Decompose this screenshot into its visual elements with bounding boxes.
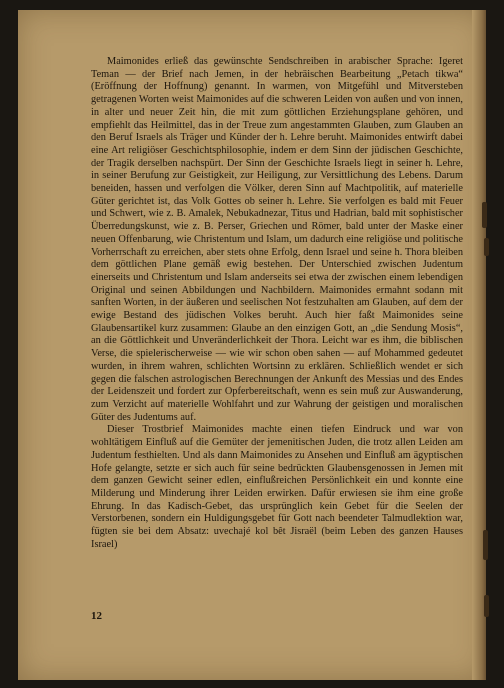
body-text [91,56,463,551]
binding-mark [484,238,489,256]
binding-mark [484,595,489,617]
page-gutter [472,10,486,680]
page-number: 12 [91,610,102,622]
binding-mark [483,530,488,560]
binding-mark [482,202,487,228]
book-page [18,10,486,680]
paragraph: Dieser Trostbrief Maimonides machte einen tiefen Eindruck und war von wohltätigem Einfluß auf die Gemüter der jemenitischen Juden, die trotz allen Leiden am Judentum festhielten. Und als dann Maimonides zu Ansehen und Einfluß am ägyptischen Hofe gelangte, setzte er sich auch für seine bedrückten Glaubensgenossen in Jemen mit dem ganzen Gewicht seiner edlen, einflußreichen Persönlichkeit ein und konnte eine Milderung und Minderung ihrer Leiden erwirken. Dafür erwiesen sie ihm eine große Ehrung. In das Kadisch-Gebet, das ursprünglich kein Gebet für die Seelen der Verstorbenen, sondern ein Huldigungsgebet für Gott nach beendeter Talmudlektion war, fügten sie bei dem Absatz: uvechajé kol bêt Jisraël (beim Leben des ganzen Hauses Israel) [91,424,463,550]
paragraph: Maimonides erließ das gewünschte Sendschreiben in arabischer Sprache: Igeret Teman — der Brief nach Jemen, in der hebräischen Bearbeitung „Petach tikwa“ (Eröffnung der Hoffnung) genannt. In warmen, von Mitgefühl und Mitversteben getragenen Worten weist Maimonides auf die schweren Leiden von außen und von innen, in alter und neuer Zeit hin, die mit zum göttlichen Erziehungsplane gehören, und empfiehlt das Heilmittel, das in der Treue zum angestammten Glauben, zum Glauben an den Beruf Israels als Träger und Künder der h. Lehre beruht. Maimonides entwirft dabei eine Art religiöser Geschichtsphilosophie, indem er dem Sinn der jüdischen Geschichte, der Tragik derselben nachspürt. Der Sinn der Geschichte Israels liegt in seiner h. Lehre, in seiner Berufung zur Geistigkeit, zur Heiligung, zur Versittlichung des Lebens. Darum beneiden, hassen und verfolgen die Völker, deren Sinn auf Machtpolitik, auf materielle Güter gerichtet ist, das Volk Gottes ob seiner h. Lehre. Sie verfolgen es bald mit Feuer und Schwert, wie z. B. Amalek, Nebukadnezar, Titus und Hadrian, bald mit sophistischer Überredungskunst, wie z. B. Perser, Griechen und Römer, bald unter der Maske einer neuen Offenbarung, wie Christentum und Islam, um dadurch eine religiöse und politische Vorherrschaft zu erreichen, aber stets ohne Erfolg, denn Israel und seine h. Thora bleiben dem göttlichen Plane gemäß ewig bestehen. Der Unterschied zwischen Judentum einerseits und Christentum und Islam anderseits sei etwa der zwischen einem lebendigen Original und seinen Abbildungen und Nachbildern. Maimonides ermahnt sodann mit sanften Worten, in der äußeren und seelischen Not festzuhalten am Glauben, auf dem der ewige Bestand des jüdischen Volkes beruht. Auch hier faßt Maimonides seine Glaubensartikel kurz zusammen: Glaube an den einzigen Gott, an „die Sendung Mosis“, an die Göttlichkeit und Unveränderlichkeit der Thora. Leicht war es ihm, die biblischen Verse, die spielerischerweise — wie wir schon oben sahen — auf Mohammed gedeutet wurden, in ihrem wahren, schlichten Wortsinn zu erklären. Schließlich wendet er sich gegen die falschen astrologischen Berechnungen der Ankunft des Messias und des Endes der Leidenszeit und fordert zur Opferbereitschaft, wenn es sein muß zur Auswanderung, zum Verzicht auf materielle Wohlfahrt und zur Wahrung der geistigen und moralischen Güter des Judentums auf. [91,56,463,423]
